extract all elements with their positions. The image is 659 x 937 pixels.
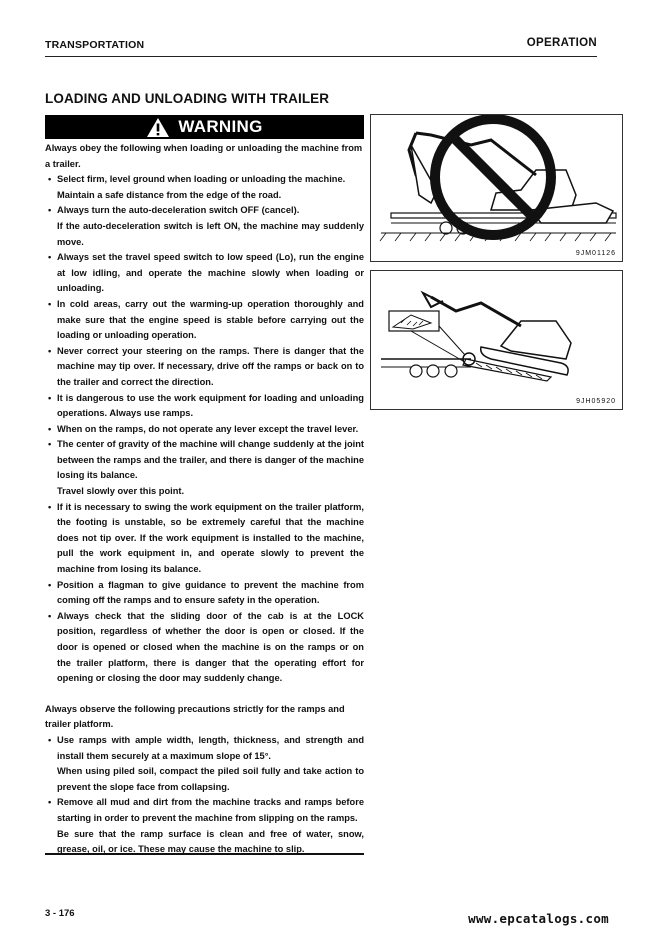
intro-paragraph-1: Always obey the following when loading or unloading the machine from a trailer. (45, 143, 363, 169)
watermark-url: www.epcatalogs.com (468, 911, 609, 926)
warning-triangle-icon (146, 117, 170, 138)
section-end-rule (45, 853, 364, 855)
list-item: • If it is necessary to swing the work equipment on the trailer platform, the footing is unstable, so be extremely careful that the machine does not tip over. If the work equipment is installed to the machine, pull the work equipment in, and operate slowly to prevent the machine from losing its balance. (45, 500, 364, 578)
excavator-on-ramp-icon (371, 271, 622, 409)
warning-banner (45, 115, 364, 139)
header-chapter-label: OPERATION (526, 37, 597, 49)
precautions-list-1 (45, 172, 364, 687)
precautions-list-2 (45, 733, 364, 858)
header-section-label: TRANSPORTATION (45, 39, 145, 51)
list-item: • Use ramps with ample width, length, thickness, and strength and install them securely at a maximum slope of 15°. When using piled soil, compact the piled soil fully and take action to prevent the slope face from collapsing. (45, 733, 364, 795)
list-item: • Position a flagman to give guidance to prevent the machine from coming off the ramps and to ensure safety in the operation. (45, 578, 364, 609)
figure-prohibited-loading (370, 114, 623, 262)
warning-label: WARNING (178, 117, 263, 136)
list-item: • When on the ramps, do not operate any lever except the travel lever. (45, 422, 364, 438)
intro-paragraph-2: Always observe the following precautions strictly for the ramps and trailer platform. (45, 703, 345, 730)
list-item: • Never correct your steering on the ramps. There is danger that the machine may tip over. If necessary, drive off the ramps or back on to the trailer and correct the direction. (45, 344, 364, 391)
list-item: • Always turn the auto-deceleration switch OFF (cancel). If the auto-deceleration switch is left ON, the machine may suddenly move. (45, 203, 364, 250)
list-item: • In cold areas, carry out the warming-up operation thoroughly and make sure that the engine speed is stable before carrying out the loading or unloading operation. (45, 297, 364, 344)
figure-excavator-on-ramp (370, 270, 623, 410)
list-item: • Remove all mud and dirt from the machine tracks and ramps before starting in order to prevent the machine from slipping on the ramps. Be sure that the ramp surface is clean and free of water, snow, grease, oil, or ice. These may cause the machine to slip. (45, 795, 364, 857)
figure-2-caption: 9JH05920 (576, 398, 616, 405)
list-item: • The center of gravity of the machine will change suddenly at the joint between the ramps and the trailer, and there is danger of the machine losing its balance. Travel slowly over this point. (45, 437, 364, 499)
section-title: LOADING AND UNLOADING WITH TRAILER (45, 91, 330, 106)
list-item: • Always set the travel speed switch to low speed (Lo), run the engine at low idling, and operate the machine slowly when loading or unloading. (45, 250, 364, 297)
list-item: • It is dangerous to use the work equipment for loading and unloading operations. Always use ramps. (45, 391, 364, 422)
list-item: • Always check that the sliding door of the cab is at the LOCK position, regardless of whether the door is open or closed. If the door is opened or closed when the machine is on the ramps or on the trailer platform, there is danger that the operating effort for opening or closing the door may suddenly change. (45, 609, 364, 687)
figure-1-caption: 9JM01126 (575, 250, 616, 257)
page-number: 3 - 176 (45, 908, 75, 919)
list-item: • Select firm, level ground when loading or unloading the machine. Maintain a safe distance from the edge of the road. (45, 172, 364, 203)
warning-body (45, 141, 364, 858)
header-divider (45, 56, 597, 57)
prohibited-excavator-loading-icon (371, 115, 622, 261)
